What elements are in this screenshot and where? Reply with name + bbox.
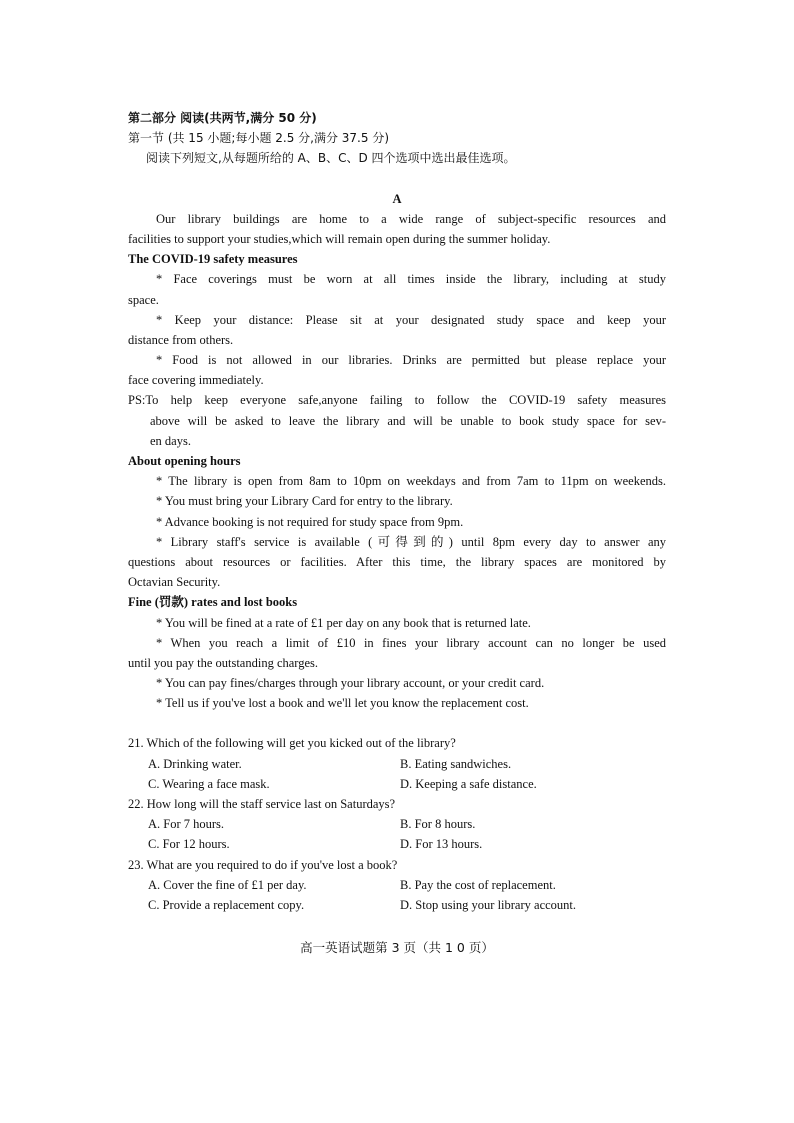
option-c: C. Wearing a face mask. — [148, 776, 270, 791]
covid-item: * Food is not allowed in our libraries. Drinks are permitted but please replace your — [156, 353, 666, 368]
question-stem: 23. What are you required to do if you've lost a book? — [128, 857, 398, 872]
hours-item: * The library is open from 8am to 10pm on weekdays and from 7am to 11pm on weekends. — [156, 474, 666, 489]
option-c: C. For 12 hours. — [148, 837, 230, 852]
exam-page — [128, 108, 666, 915]
hours-item: Octavian Security. — [128, 575, 221, 590]
section-heading: 第一节 (共 15 小题;每小题 2.5 分,满分 37.5 分) — [128, 131, 389, 146]
question-stem: 21. Which of the following will get you kicked out of the library? — [128, 736, 456, 751]
question-23 — [128, 855, 666, 916]
part-heading: 第二部分 阅读(共两节,满分 50 分) — [128, 111, 317, 125]
hours-item: * Advance booking is not required for study space from 9pm. — [156, 514, 464, 529]
option-c: C. Provide a replacement copy. — [148, 897, 305, 912]
option-d: D. Keeping a safe distance. — [400, 776, 537, 791]
fine-heading: Fine (罚款) rates and lost books — [128, 595, 298, 610]
question-21 — [128, 733, 666, 794]
fine-item: * You will be fined at a rate of £1 per day on any book that is returned late. — [156, 615, 531, 630]
intro-line: Our library buildings are home to a wide range of subject-specific resources and — [156, 211, 666, 226]
covid-item: space. — [128, 292, 159, 307]
covid-item: * Keep your distance: Please sit at your designated study space and keep your — [156, 312, 666, 327]
instruction: 阅读下列短文,从每题所给的 A、B、C、D 四个选项中选出最佳选项。 — [146, 151, 516, 166]
option-b: B. Pay the cost of replacement. — [400, 877, 556, 892]
option-a: A. Cover the fine of £1 per day. — [148, 877, 307, 892]
fine-item: * When you reach a limit of £10 in fines your library account can no longer be used — [156, 635, 666, 650]
passage-label: A — [392, 191, 402, 206]
option-d: D. Stop using your library account. — [400, 897, 577, 912]
ps-line: PS:To help keep everyone safe,anyone failing to follow the COVID-19 safety measures — [128, 393, 666, 408]
hours-item: * You must bring your Library Card for entry to the library. — [156, 494, 453, 509]
option-b: B. Eating sandwiches. — [400, 756, 512, 771]
page-footer: 高一英语试题第 3 页（共 1 0 页） — [300, 940, 494, 955]
covid-heading: The COVID-19 safety measures — [128, 252, 298, 267]
covid-item: face covering immediately. — [128, 373, 264, 388]
ps-line: above will be asked to leave the library and will be unable to book study space for sev- — [150, 413, 666, 428]
option-a: A. For 7 hours. — [148, 817, 225, 832]
fine-item: * You can pay fines/charges through your library account, or your credit card. — [156, 676, 545, 691]
hours-item: * Library staff's service is available (可得到的) until 8pm every day to answer any — [156, 534, 666, 549]
ps-line: en days. — [150, 433, 191, 448]
option-d: D. For 13 hours. — [400, 837, 483, 852]
intro-line: facilities to support your studies,which will remain open during the summer holiday. — [128, 231, 551, 246]
covid-item: distance from others. — [128, 332, 234, 347]
question-stem: 22. How long will the staff service last on Saturdays? — [128, 797, 396, 811]
fine-item: * Tell us if you've lost a book and we'll let you know the replacement cost. — [156, 696, 529, 711]
hours-item: questions about resources or facilities. After this time, the library spaces are monitored by — [128, 554, 666, 569]
fine-item: until you pay the outstanding charges. — [128, 655, 319, 670]
option-b: B. For 8 hours. — [400, 817, 476, 832]
option-a: A. Drinking water. — [148, 756, 242, 771]
hours-heading: About opening hours — [128, 454, 241, 468]
question-22 — [128, 794, 666, 855]
covid-item: * Face coverings must be worn at all times inside the library, including at study — [156, 272, 666, 287]
